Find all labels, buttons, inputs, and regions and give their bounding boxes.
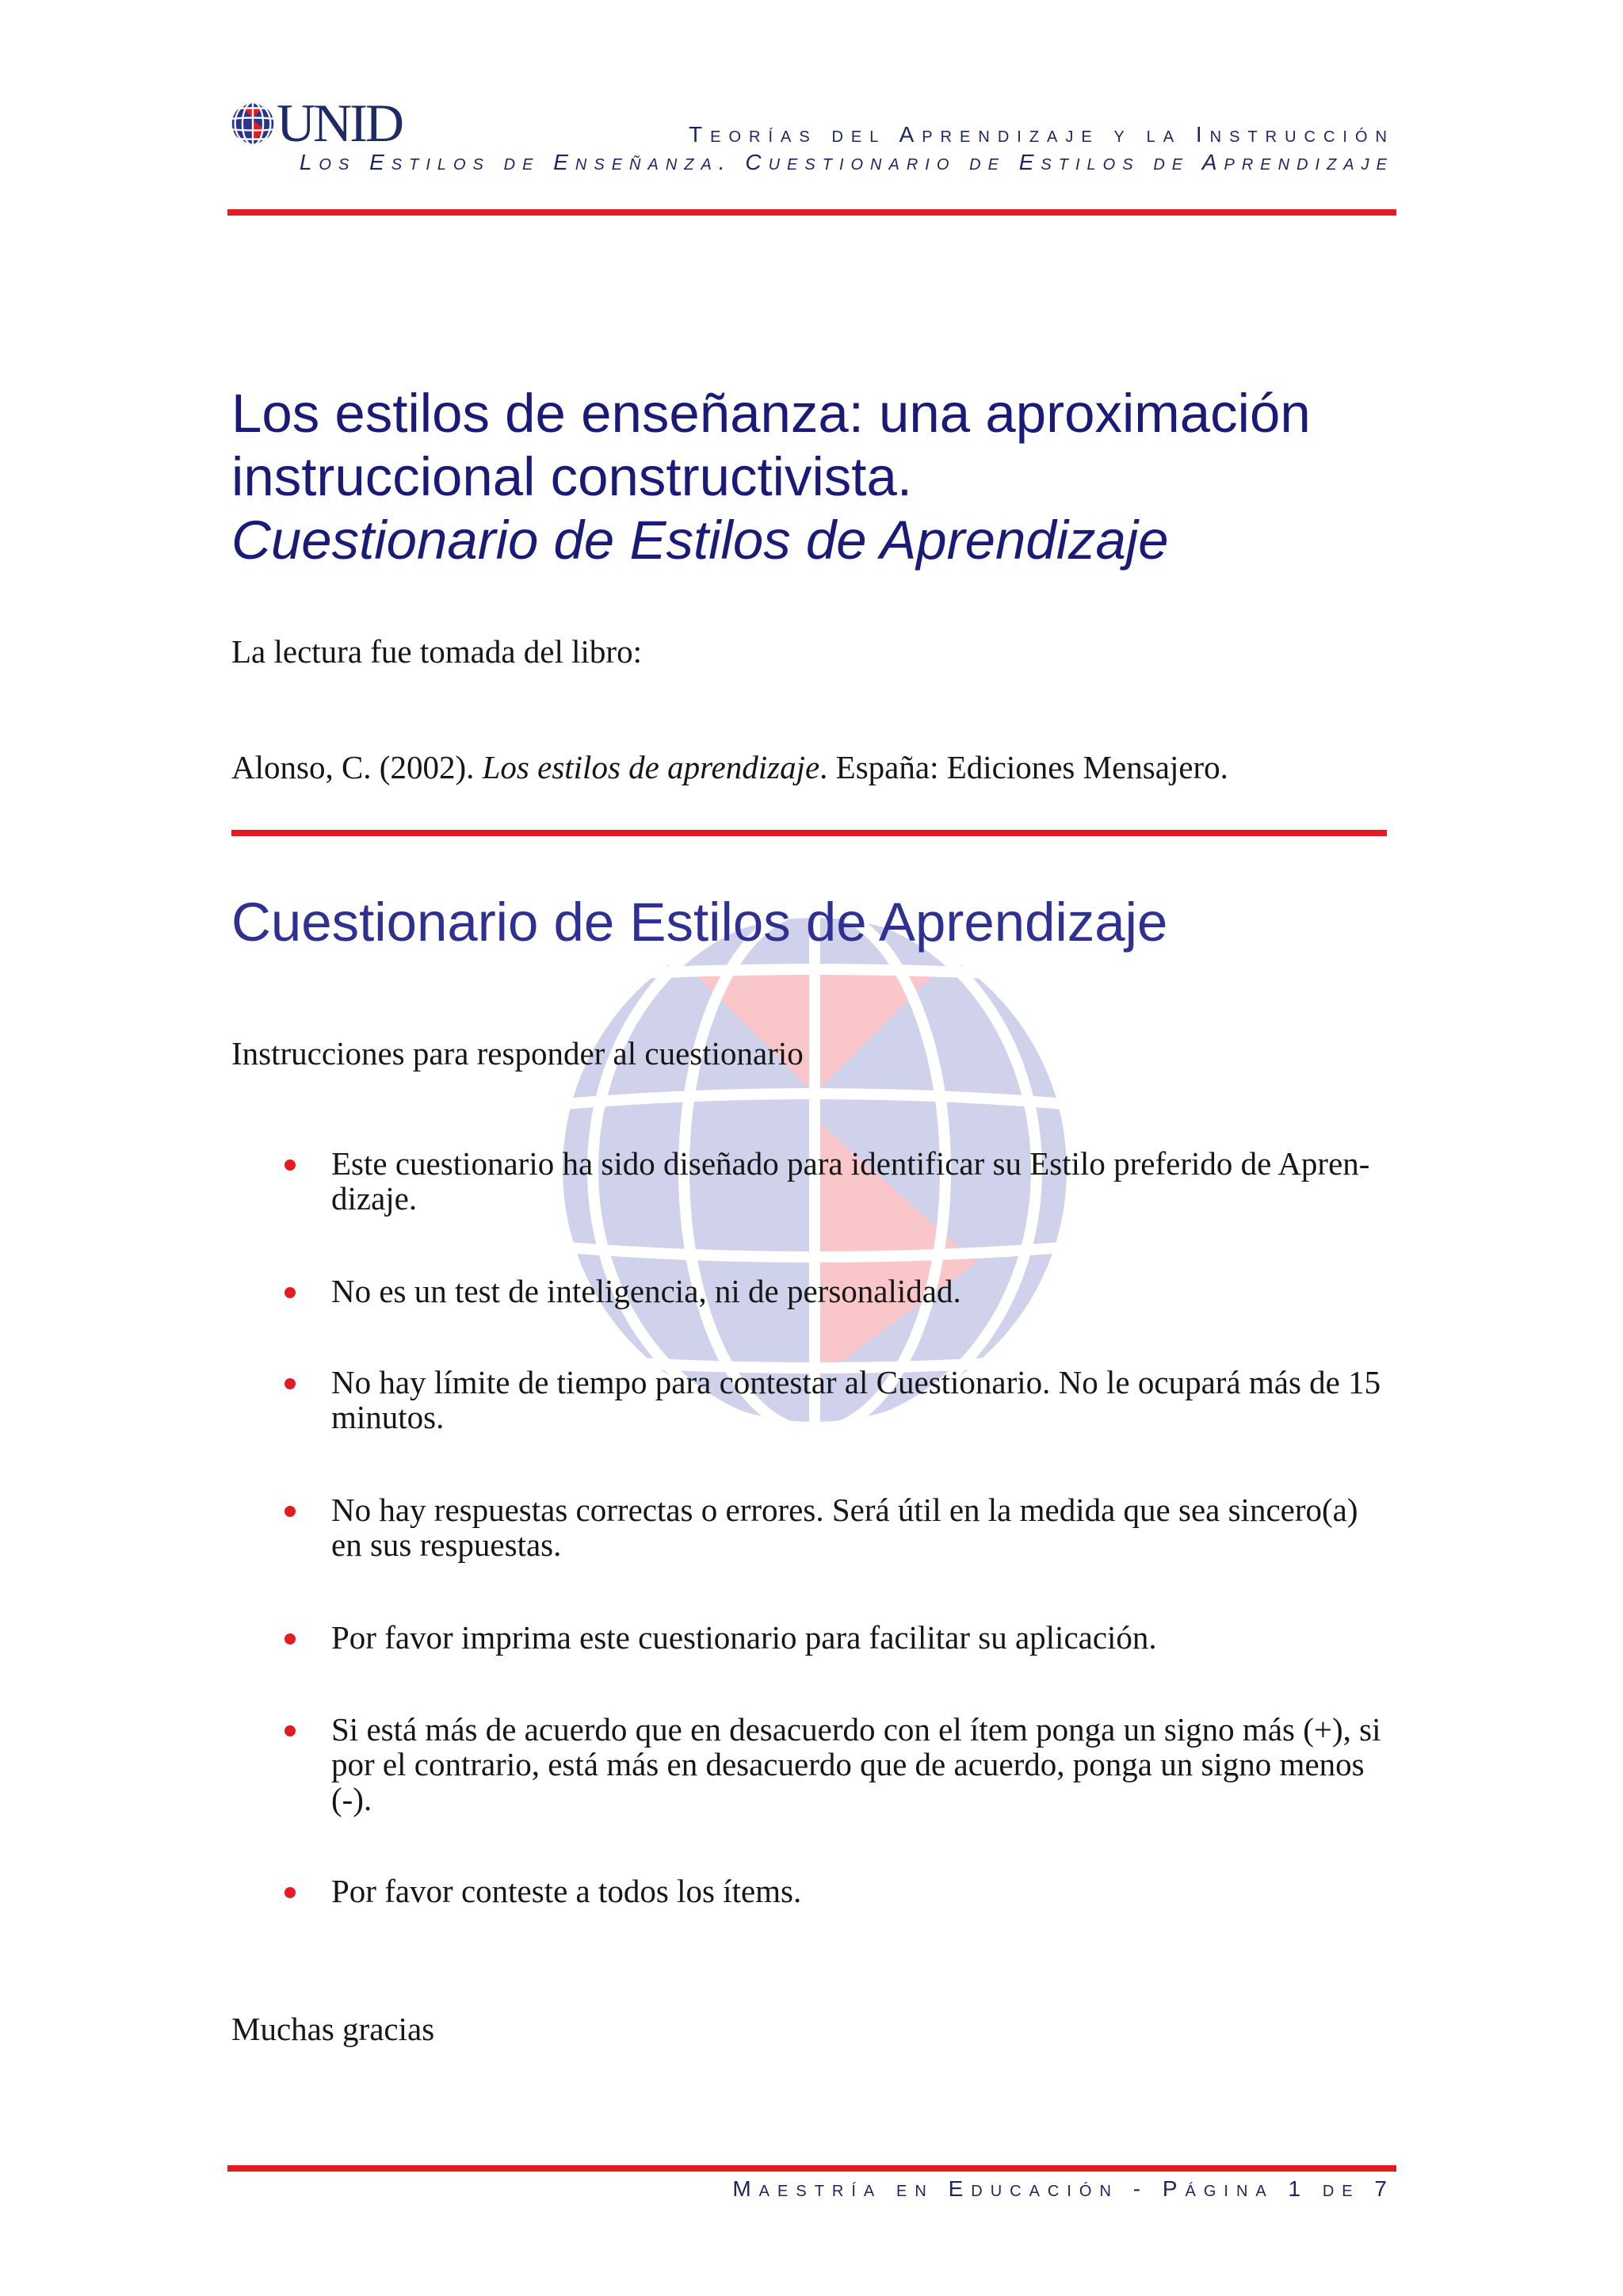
page-title (231, 382, 1311, 572)
page-title-subtitle: Cuestionario de Estilos de Aprendizaje (231, 510, 1169, 571)
list-item-text (331, 1620, 1157, 1655)
list-item-line: (-). (331, 1781, 372, 1817)
list-item-line: por el contrario, está más en desacuerdo que de acuerdo, ponga un signo menos (331, 1746, 1365, 1782)
bullet-icon (285, 1287, 296, 1298)
list-item-text (331, 1146, 1369, 1216)
list-item-line: No hay respuestas correctas o errores. Será útil en la medida que sea sincero(a) (331, 1492, 1358, 1528)
list-item-line: Si está más de acuerdo que en desacuerdo con el ítem ponga un signo más (+), si (331, 1711, 1381, 1748)
bullet-icon (285, 1506, 296, 1517)
list-item-text (331, 1492, 1358, 1562)
bullet-icon (285, 1887, 296, 1898)
section-divider (231, 830, 1387, 836)
bullet-icon (285, 1633, 296, 1645)
page-title-line: Los estilos de enseñanza: una aproximación (231, 383, 1311, 444)
list-item-text (331, 1712, 1381, 1817)
instructions-label: Instrucciones para responder al cuestionario (231, 1035, 804, 1072)
list-item-line: No hay límite de tiempo para contestar al Cuestionario. No le ocupará más de 15 (331, 1364, 1381, 1400)
list-item-line: No es un test de inteligencia, ni de personalidad. (331, 1273, 961, 1309)
bullet-icon (285, 1159, 296, 1171)
list-item-line: dizaje. (331, 1180, 418, 1217)
list-item-text (331, 1365, 1381, 1435)
citation-publisher: . España: Ediciones Mensajero. (819, 749, 1228, 785)
citation-author: Alonso, C. (2002). (231, 749, 483, 785)
footer-divider (227, 2165, 1396, 2172)
closing-text: Muchas gracias (231, 2011, 435, 2047)
list-item-line: en sus respuestas. (331, 1526, 562, 1563)
document-subtitle: Los Estilos de Enseñanza. Cuestionario de Estilos de Aprendizaje (299, 150, 1394, 174)
bullet-icon (285, 1725, 296, 1736)
list-item-line: Este cuestionario ha sido diseñado para identificar su Estilo preferido de Apren- (331, 1145, 1370, 1182)
unid-globe-icon (231, 102, 274, 145)
list-item-line: minutos. (331, 1399, 445, 1435)
course-title: Teorías del Aprendizaje y la Instrucción (689, 122, 1395, 147)
citation-book-title: Los estilos de aprendizaje (482, 749, 820, 785)
source-intro: La lectura fue tomada del libro: (231, 633, 642, 670)
header-divider (227, 209, 1396, 216)
list-item-line: Por favor conteste a todos los ítems. (331, 1873, 802, 1909)
bullet-icon (285, 1378, 296, 1389)
logo-wordmark: UNID (277, 93, 402, 153)
list-item-text (331, 1274, 961, 1308)
footer-page-label: Maestría en Educación - Página 1 de 7 (732, 2176, 1395, 2201)
list-item-text (331, 1874, 801, 1908)
bibliographic-citation (231, 750, 1228, 785)
section-heading: Cuestionario de Estilos de Aprendizaje (231, 892, 1168, 953)
list-item-line: Por favor imprima este cuestionario para facilitar su aplicación. (331, 1619, 1157, 1656)
page-title-line: instruccional constructivista. (231, 446, 912, 507)
